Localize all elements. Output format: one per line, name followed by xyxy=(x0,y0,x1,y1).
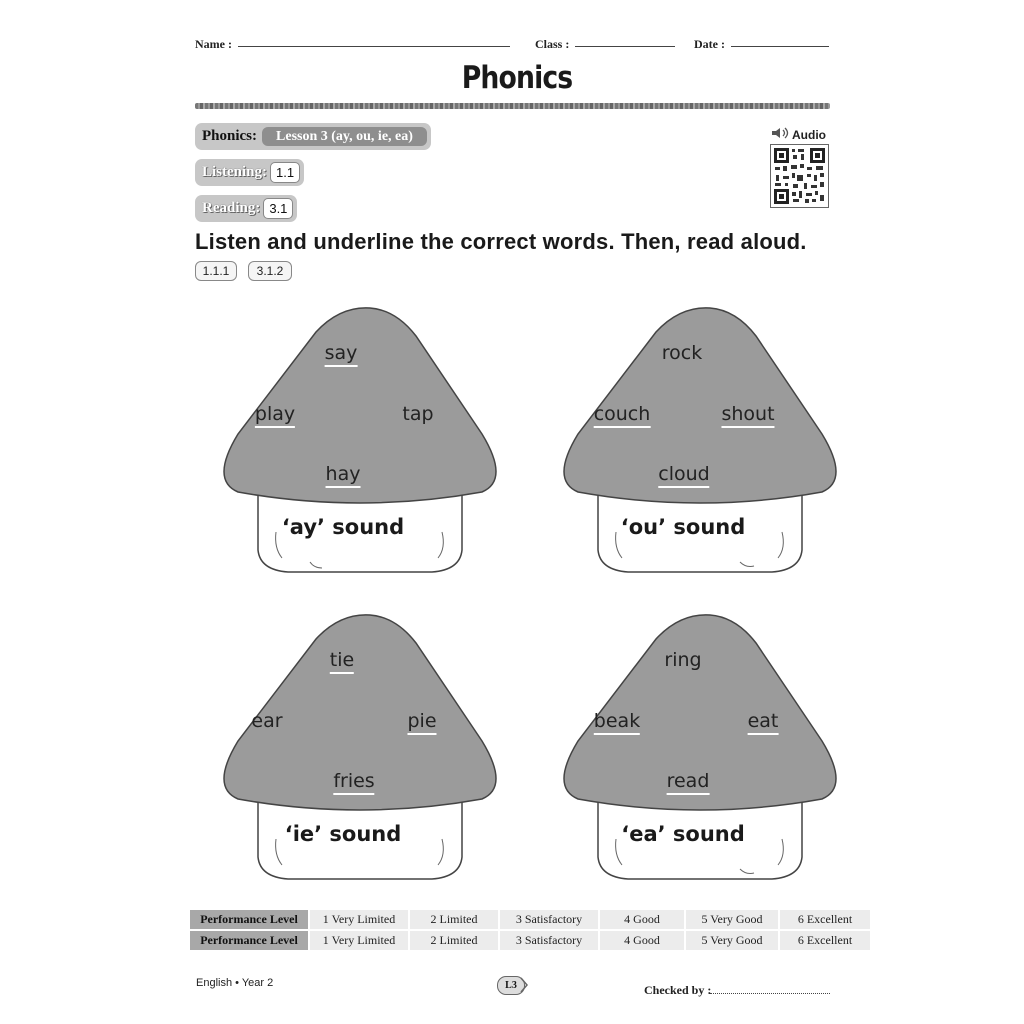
word-tap[interactable]: tap xyxy=(402,403,434,425)
performance-header: Performance Level xyxy=(190,910,308,929)
level-cell[interactable]: 5 Very Good xyxy=(686,931,778,950)
sound-label-ou: ‘ou’ sound xyxy=(620,515,746,539)
level-cell[interactable]: 3 Satisfactory xyxy=(500,931,598,950)
reading-tag xyxy=(195,195,297,222)
performance-row xyxy=(190,910,870,929)
word-read[interactable]: read xyxy=(667,770,710,795)
level-cell[interactable]: 4 Good xyxy=(600,910,684,929)
word-ear[interactable]: ear xyxy=(251,710,283,732)
name-label: Name : xyxy=(195,37,232,51)
checked-by-label: Checked by : xyxy=(644,983,712,997)
title-divider xyxy=(195,103,830,109)
word-fries[interactable]: fries xyxy=(333,770,374,795)
class-line[interactable] xyxy=(575,46,675,47)
sound-label-ie: ‘ie’ sound xyxy=(284,822,402,846)
audio-label: Audio xyxy=(792,128,826,142)
word-couch[interactable]: couch xyxy=(594,403,651,428)
word-say[interactable]: say xyxy=(325,342,358,367)
standard-badge-2: 3.1.2 xyxy=(248,261,292,281)
word-pie[interactable]: pie xyxy=(407,710,436,735)
level-cell[interactable]: 6 Excellent xyxy=(780,910,870,929)
level-cell[interactable]: 6 Excellent xyxy=(780,931,870,950)
reading-tag-label: Reading: xyxy=(202,200,261,216)
instruction-text: Listen and underline the correct words. Then, read aloud. xyxy=(195,229,807,254)
listening-tag xyxy=(195,159,304,186)
page-title: Phonics xyxy=(461,60,573,96)
checked-by-line[interactable] xyxy=(710,993,830,994)
standard-badge-1: 1.1.1 xyxy=(195,261,237,281)
phonics-tag-value: Lesson 3 (ay, ou, ie, ea) xyxy=(262,127,427,146)
qr-code-icon xyxy=(771,145,828,207)
word-eat[interactable]: eat xyxy=(748,710,779,735)
footer-subject: English • Year 2 xyxy=(196,977,274,989)
word-tie[interactable]: tie xyxy=(330,649,354,674)
level-cell[interactable]: 1 Very Limited xyxy=(310,931,408,950)
page-number: L3 xyxy=(505,980,517,991)
level-cell[interactable]: 3 Satisfactory xyxy=(500,910,598,929)
level-cell[interactable]: 4 Good xyxy=(600,931,684,950)
performance-table xyxy=(188,908,872,952)
date-line[interactable] xyxy=(731,46,829,47)
page-arrow-icon xyxy=(520,977,528,993)
name-line[interactable] xyxy=(238,46,510,47)
level-cell[interactable]: 2 Limited xyxy=(410,910,498,929)
word-ring[interactable]: ring xyxy=(664,649,702,671)
level-cell[interactable]: 1 Very Limited xyxy=(310,910,408,929)
word-beak[interactable]: beak xyxy=(594,710,640,735)
sound-label-ay: ‘ay’ sound xyxy=(281,515,405,539)
listening-tag-label: Listening: xyxy=(202,164,268,180)
word-cloud[interactable]: cloud xyxy=(658,463,709,488)
phonics-tag-label: Phonics: xyxy=(202,128,258,144)
listening-tag-value: 1.1 xyxy=(270,162,300,183)
word-play[interactable]: play xyxy=(255,403,295,428)
audio-block[interactable] xyxy=(770,124,830,208)
level-cell[interactable]: 2 Limited xyxy=(410,931,498,950)
mushroom-ea xyxy=(550,607,850,887)
word-shout[interactable]: shout xyxy=(721,403,774,428)
word-rock[interactable]: rock xyxy=(661,342,703,364)
phonics-tag xyxy=(195,123,431,150)
word-hay[interactable]: hay xyxy=(326,463,361,488)
mushroom-ou xyxy=(550,300,850,580)
reading-tag-value: 3.1 xyxy=(263,198,293,219)
class-label: Class : xyxy=(535,37,570,51)
date-label: Date : xyxy=(694,37,725,51)
performance-header: Performance Level xyxy=(190,931,308,950)
mushroom-ie xyxy=(210,607,510,887)
speaker-icon xyxy=(770,126,792,140)
level-cell[interactable]: 5 Very Good xyxy=(686,910,778,929)
mushroom-ay xyxy=(210,300,510,580)
sound-label-ea: ‘ea’ sound xyxy=(621,822,745,846)
qr-code[interactable] xyxy=(770,144,829,208)
performance-row xyxy=(190,931,870,950)
